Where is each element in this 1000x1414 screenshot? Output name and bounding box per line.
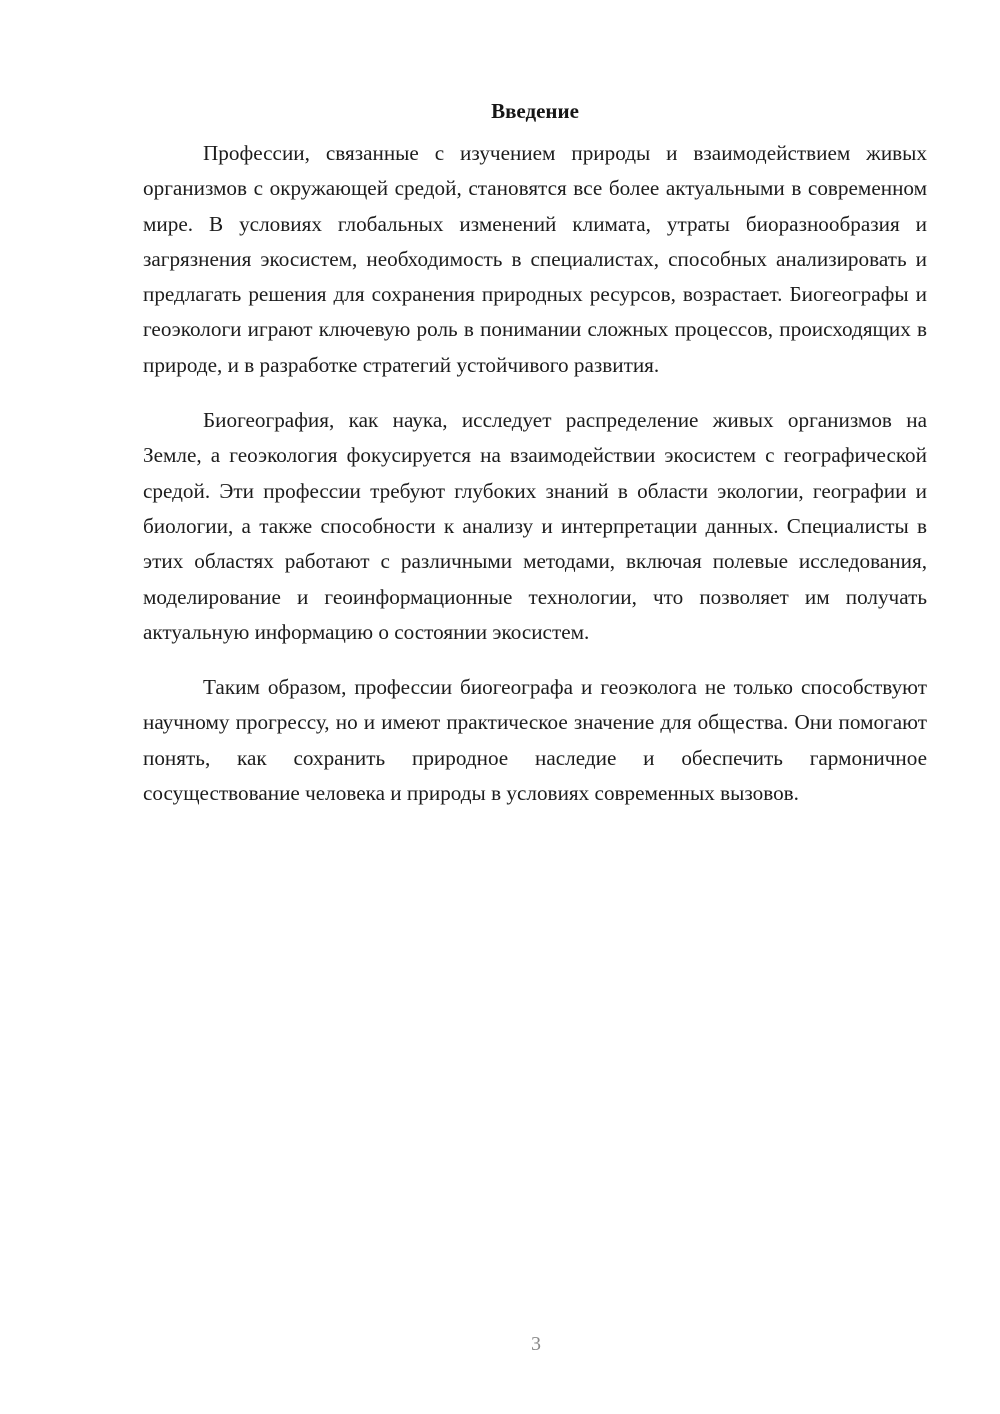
document-body [143, 96, 927, 831]
paragraph-2: Биогеография, как наука, исследует распределение живых организмов на Земле, а геоэкология фокусируется на взаимодействии экосистем с географической средой. Эти профессии требуют глубоких знаний в области экологии, географии и биологии, а также способности к анализу и интерпретации данных. Специалисты в этих областях работают с различными методами, включая полевые исследования, моделирование и геоинформационные технологии, что позволяет им получать актуальную информацию о состоянии экосистем. [143, 408, 927, 644]
paragraph-3: Таким образом, профессии биогеографа и геоэколога не только способствуют научному прогрессу, но и имеют практическое значение для общества. Они помогают понять, как сохранить природное наследие и обеспечить гармоничное сосуществование человека и природы в условиях современных вызовов. [143, 675, 927, 806]
paragraph-1: Профессии, связанные с изучением природы и взаимодействием живых организмов с окружающей средой, становятся все более актуальными в современном мире. В условиях глобальных изменений климата, утраты биоразнообразия и загрязнения экосистем, необходимость в специалистах, способных анализировать и предлагать решения для сохранения природных ресурсов, возрастает. Биогеографы и геоэкологи играют ключевую роль в понимании сложных процессов, происходящих в природе, и в разработке стратегий устойчивого развития. [143, 141, 927, 377]
section-title: Введение [491, 99, 579, 123]
page-number: 3 [531, 1333, 541, 1355]
